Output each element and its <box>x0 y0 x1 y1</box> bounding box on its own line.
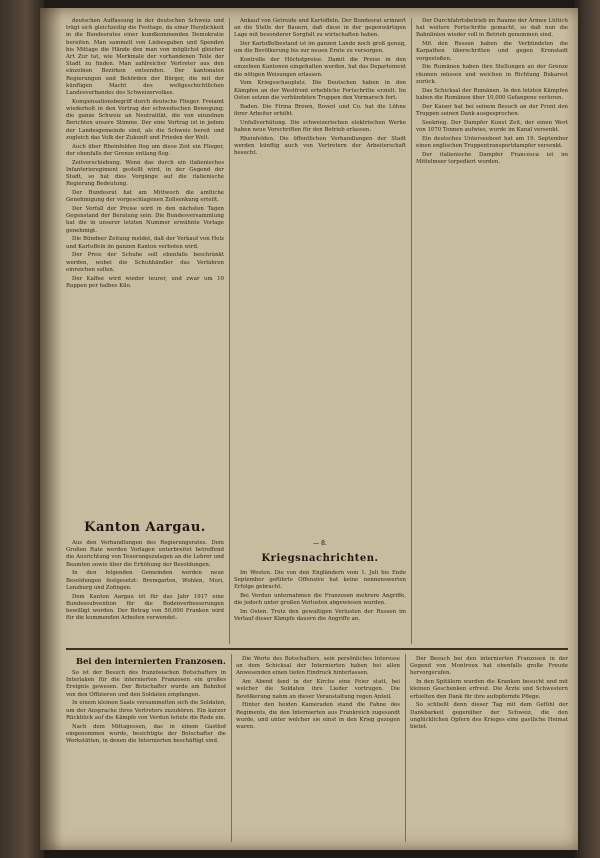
col1-paragraph: Auch über Rheinfelden flog um diese Zeit ein Flieger, der ebenfalls der Grenze entlang flog. <box>66 143 224 157</box>
bottom-paragraph: In einem kleinen Saale versammelten sich die Soldaten, um der Ansprache ihres Vertreters zuzuhören. Ein kurzer Rückblick auf die Kämpfe von Verdun leitete die Rede ein. <box>66 700 226 721</box>
col1-paragraph: Die Bündner Zeitung meldet, daß der Verkauf von Holz und Kartoffeln im ganzen Kanton verboten wird. <box>66 236 224 250</box>
internierte-heading: Bei den internierten Franzosen. <box>76 656 226 666</box>
bottom-paragraph: Hinter den beiden Kameraden stand die Fahne des Regiments, die den Internierten aus Frankreich zugesandt wurde, und unter welcher sie einst in den Krieg gezogen waren. <box>236 702 400 731</box>
col3-paragraph: Seekrieg. Der Dampfer Kunst Zeit, der einen Wert von 1070 Tonnen aufwies, wurde im Kanal versenkt. <box>416 119 568 133</box>
column-3 <box>416 18 568 642</box>
bottom-column-1 <box>66 670 226 842</box>
col2-paragraph: Der Kartoffelbestand ist im ganzen Lande noch groß genug, um die Bevölkerung bis zur neuen Ernte zu versorgen. <box>234 41 406 55</box>
aargau-paragraph: Dem Kanton Aargau ist für das Jahr 1917 eine Bundessubvention für die Bodenverbesserungen bewilligt worden. Der Betrag von 50,000 Franken wird für die kommenden Arbeiten verwendet. <box>66 593 224 622</box>
bottom-paragraph: So ist der Besuch des französischen Botschafters in Interlaken für die internierten Franzosen ein großes Ereignis gewesen. Der Botschafter wurde am Bahnhof von den Offizieren und den Soldaten empfangen. <box>66 670 226 698</box>
column-divider <box>411 18 412 644</box>
bottom-paragraph: Am Abend fand in der Kirche eine Feier statt, bei welcher die Soldaten ihre Lieder vortrugen. Die Bevölkerung nahm an dieser Veranstaltung regen Anteil. <box>236 679 400 700</box>
column-2 <box>234 18 406 538</box>
col2-paragraph: Vom Kriegsschauplatz. Die Deutschen haben in den Kämpfen an der Westfront erhebliche Fortschritte erzielt. Im Osten setzen die verbündeten Truppen den Vormarsch fort. <box>234 80 406 101</box>
column-divider <box>405 654 406 842</box>
book-spine <box>0 0 44 858</box>
col3-paragraph: Der Durchfahrtsbetrieb im Raume der Armee Lüttich hat weitere Fortschritte gemacht, so daß nun die Bahnlinien wieder voll in Betrieb genommen sind. <box>416 18 568 39</box>
bottom-paragraph: Die Worte des Botschafters, sein persönliches Interesse an dem Schicksal der Internierten haben bei allen Anwesenden einen tiefen Eindruck hinterlassen. <box>236 656 400 677</box>
col1-paragraph: Der Verfall der Preise wird in den nächsten Tagen Gegenstand der Beratung sein. Die Bundesversammlung hat die in unserer letzten Nummer erwähnte Vorlage genehmigt. <box>66 206 224 234</box>
col2-paragraph: Baden. Die Firma Brown, Boveri und Co. hat die Löhne ihrer Arbeiter erhöht. <box>234 103 406 117</box>
column-1-aargau <box>66 540 224 642</box>
col3-paragraph: Ein deutsches Unterseeboot hat am 19. September einen englischen Truppentransportdampfer versenkt. <box>416 135 568 149</box>
col3-paragraph: Mit den Russen haben die Verbündeten die Karpathen überschritten und gegen Kronstadt vorgestoßen. <box>416 41 568 62</box>
krieg-paragraph: Im Westen. Die von den Engländern vom 1. Juli bis Ende September geführte Offensive hat keine nennenswerten Erfolge gebracht. <box>234 570 406 591</box>
bottom-column-3 <box>410 656 568 842</box>
column-1 <box>66 18 224 518</box>
col2-paragraph: Ankauf von Getreide und Kartoffeln. Der Bundesrat erinnert an die Stelle der Bauern, daß diese in der gegenwärtigen Lage mit besonderer Sorgfalt zu wirtschaften haben. <box>234 18 406 39</box>
column-2-krieg <box>234 570 406 642</box>
page-fold-shadow <box>40 8 62 850</box>
column-divider <box>231 654 232 842</box>
newspaper-page <box>40 8 578 850</box>
col1-paragraph: Der Preis der Schuhe soll ebenfalls beschränkt werden, wobei die Schuhhändler das Verfahren einreichen sollen. <box>66 252 224 273</box>
bottom-column-2 <box>236 656 400 842</box>
bottom-paragraph: Der Besuch bei den internierten Franzosen in der Gegend von Montreux hat ebenfalls große Freude hervorgerufen. <box>410 656 568 677</box>
col1-paragraph: Der Bundesrat hat am Mittwoch die amtliche Genehmigung der vorgeschlagenen Zollsenkung erteilt. <box>66 190 224 204</box>
aargau-paragraph: In den folgenden Gemeinden werden neue Besoldungen festgesetzt: Bremgarten, Wohlen, Muri, Lenzburg und Zofingen. <box>66 570 224 591</box>
col3-paragraph: Der Kaiser hat bei seinem Besuch an der Front den Truppen seinen Dank ausgesprochen. <box>416 103 568 117</box>
col1-paragraph: Kompensationsbegriff durch deutsche Flieger. Freiamt wiederholt in den Vortrag der schwedischen Bewegung; die ganze Schweiz an Neutralität, die von einzelnen Berichten unsere Stimme. Der eine Vortrag ist in jedem der Landesgemeinde sind, als die Schweiz bereit und zugleich das Volk der Zukunft und Frieden der Welt. <box>66 98 224 141</box>
kanton-aargau-heading: Kanton Aargau. <box>84 520 206 535</box>
col1-paragraph: deutschen Auffassung in der deutschen Schweiz und trägt sich gleichzeitig die Festtage, da einer Herzlichkeit in die Bundesrates einer kundkommenden Demokratie bereiten. Man sammelt von Liebesgaben und Spenden bis Mittage die Hände den man von möglichst gleicher Art Zur tat, wie Merkmale der vorhandenen Teile der Stadt zu finden. Man zahlreicher Vertreter aus den einzelnen Bezirken entsenden. Der kantonalen Regierungen und Behörden der Bürger, die mit der künftigen Macht des weltgeschichtlichen Landesverbandes des Schweizervolkes. <box>66 18 224 97</box>
bottom-section-rule <box>66 648 568 650</box>
kriegsnachrichten-heading: Kriegsnachrichten. <box>261 553 379 564</box>
col1-paragraph: Zeitverschiebung. Wenn das durch ein italienisches Infanterieregiment gestellt wird, in der Gegend der Stadt, so hat dies Vorgänge auf die italienische Regierung Bedeutung. <box>66 159 224 188</box>
section-end-mark: — 8. <box>313 540 327 547</box>
krieg-paragraph: Im Osten. Trotz den gewaltigen Verlusten der Russen im Verlauf dieser Kämpfe dauern die Angriffe an. <box>234 609 406 623</box>
bottom-paragraph: In den Spitälern wurden die Kranken besucht und mit kleinen Geschenken erfreut. Die Ärzte und Schwestern erhielten den Dank für ihre aufopfernde Pflege. <box>410 679 568 700</box>
col2-paragraph: Kontrolle der Höchstpreise. Damit die Preise in den einzelnen Kantonen eingehalten werden, hat das Departement die nötigen Weisungen erlassen. <box>234 57 406 78</box>
col2-paragraph: Rheinfelden. Die öffentlichen Verhandlungen der Stadt werden künftig auch von Vertretern der Arbeiterschaft besucht. <box>234 135 406 157</box>
column-divider <box>229 18 230 644</box>
bottom-paragraph: So schließt denn dieser Tag mit dem Gefühl der Dankbarkeit gegenüber der Schweiz, die den unglücklichen Opfern des Krieges eine gastliche Heimat bietet. <box>410 702 568 731</box>
aargau-paragraph: Aus den Verhandlungen des Regierungsrates. Dem Großen Rate werden Vorlagen unterbreitet betreffend die Ausrichtung von Teuerungszulagen an die Lehrer und Beamten sowie über die Erhöhung der Besoldungen. <box>66 540 224 568</box>
col2-paragraph: Unfallverhütung. Die schweizerischen elektrischen Werke haben neue Vorschriften für den Betrieb erlassen. <box>234 119 406 133</box>
col1-paragraph: Der Kaffee wird wieder teurer, und zwar um 10 Rappen per halbes Kilo. <box>66 275 224 289</box>
col3-paragraph: Der italienische Dampfer Francesca ist im Mittelmeer torpediert worden. <box>416 151 568 165</box>
col3-paragraph: Die Rumänen haben ihre Stellungen an der Grenze räumen müssen und weichen in Richtung Bukarest zurück. <box>416 64 568 85</box>
krieg-paragraph: Bei Verdun unternahmen die Franzosen mehrere Angriffe, die jedoch unter großen Verlusten abgewiesen wurden. <box>234 593 406 607</box>
col3-paragraph: Das Schicksal der Rumänen. In den letzten Kämpfen haben die Rumänen über 10,000 Gefangene verloren. <box>416 87 568 101</box>
bottom-paragraph: Nach dem Mittagessen, das in einem Gasthof eingenommen wurde, besichtigte der Botschafter die Werkstätten, in denen die Internierten beschäftigt sind. <box>66 723 226 745</box>
